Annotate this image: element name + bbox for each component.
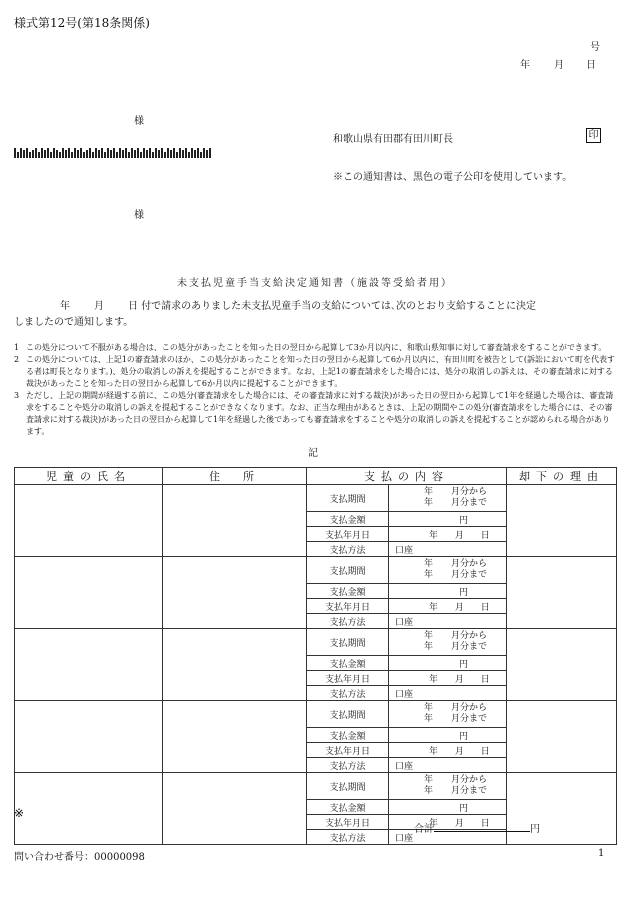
header-child-name: 児童の氏名	[15, 468, 163, 485]
method-label: 支払方法	[307, 758, 389, 773]
period-label: 支払期間	[307, 773, 389, 800]
note-text: この処分について不服がある場合は、この処分があったことを知った日の翌日から起算して3か月以内に、和歌山県知事に対して審査請求をすることができます。	[26, 343, 607, 352]
period-value[interactable]	[389, 557, 507, 584]
amount-label: 支払金額	[307, 800, 389, 815]
pay-date-label: 支払年月日	[307, 671, 389, 686]
address-cell[interactable]	[163, 557, 307, 629]
method-label: 支払方法	[307, 542, 389, 557]
amount-value[interactable]: 円	[389, 728, 507, 743]
period-from: 年 月分から	[423, 631, 487, 641]
period-label: 支払期間	[307, 629, 389, 656]
amount-label: 支払金額	[307, 512, 389, 527]
seal-box: 印	[586, 128, 601, 143]
period-from: 年 月分から	[423, 703, 487, 713]
method-value[interactable]: 口座	[389, 686, 507, 701]
child-name-cell[interactable]	[15, 773, 163, 845]
amount-label: 支払金額	[307, 728, 389, 743]
method-value[interactable]: 口座	[389, 758, 507, 773]
period-to: 年 月分まで	[423, 786, 487, 796]
intro-month-label: 月	[94, 301, 104, 312]
rejection-reason-cell[interactable]	[507, 485, 617, 557]
pay-date-label: 支払年月日	[307, 815, 389, 830]
method-value[interactable]: 口座	[389, 830, 507, 845]
note-text: ただし、上記の期間が経過する前に、この処分(審査請求をした場合には、その審査請求に対する裁決)があった日の翌日から起算して1年を経過した場合は、審査請求をすることや処分の取消しの訴えを提起することができなくなります。なお、正当な理由があるときは、上記の期間やこの処分(審査請求をした場合には、その審査請求に対する裁決)があった日の翌日から起算して1年を経過した後であっても審査請求をすることや処分の取消しの訴えを提起することが認められる場合があります。	[26, 391, 614, 436]
note-number: 1	[14, 343, 20, 352]
method-label: 支払方法	[307, 614, 389, 629]
issuer: 和歌山県有田郡有田川町長	[333, 134, 453, 145]
payment-table	[14, 467, 617, 845]
period-to: 年 月分まで	[423, 714, 487, 724]
method-label: 支払方法	[307, 686, 389, 701]
pay-date-value[interactable]: 年 月 日	[389, 527, 507, 542]
note-item	[14, 342, 616, 354]
total-row	[414, 820, 540, 835]
pay-date-value[interactable]: 年 月 日	[389, 599, 507, 614]
address-cell[interactable]	[163, 629, 307, 701]
total-yen: 円	[530, 824, 540, 835]
child-name-cell[interactable]	[15, 701, 163, 773]
method-label: 支払方法	[307, 830, 389, 845]
intro-paragraph	[14, 299, 618, 331]
number-label: 号	[590, 42, 600, 53]
period-from: 年 月分から	[423, 487, 487, 497]
table-row	[15, 557, 617, 584]
amount-value[interactable]: 円	[389, 800, 507, 815]
pay-date-label: 支払年月日	[307, 599, 389, 614]
table-row	[15, 701, 617, 728]
inquiry-number: 問い合わせ番号：00000098	[14, 852, 145, 863]
pay-date-value[interactable]: 年 月 日	[389, 743, 507, 758]
table-row	[15, 629, 617, 656]
period-to: 年 月分まで	[423, 642, 487, 652]
addressee-1: 様	[134, 116, 144, 127]
amount-label: 支払金額	[307, 656, 389, 671]
child-name-cell[interactable]	[15, 629, 163, 701]
address-cell[interactable]	[163, 773, 307, 845]
period-to: 年 月分まで	[423, 498, 487, 508]
date-year-label: 年	[520, 60, 530, 71]
period-value[interactable]	[389, 773, 507, 800]
intro-line-1: 付で請求のありました未支払児童手当の支給については､次のとおり支給することに決定	[141, 301, 536, 312]
period-from: 年 月分から	[423, 559, 487, 569]
child-name-cell[interactable]	[15, 557, 163, 629]
table-row	[15, 773, 617, 800]
table-row	[15, 485, 617, 512]
pay-date-value[interactable]: 年 月 日	[389, 671, 507, 686]
note-number: 3	[14, 391, 20, 400]
total-label: 合計	[414, 824, 434, 835]
method-value[interactable]: 口座	[389, 542, 507, 557]
period-to: 年 月分まで	[423, 570, 487, 580]
address-cell[interactable]	[163, 485, 307, 557]
document-title: 未支払児童手当支給決定通知書（施設等受給者用）	[177, 278, 453, 289]
rejection-reason-cell[interactable]	[507, 701, 617, 773]
amount-value[interactable]: 円	[389, 512, 507, 527]
pay-date-label: 支払年月日	[307, 527, 389, 542]
period-value[interactable]	[389, 485, 507, 512]
header-payment-details: 支払の内容	[307, 468, 507, 485]
rejection-reason-cell[interactable]	[507, 557, 617, 629]
intro-year-label: 年	[60, 301, 70, 312]
postal-barcode	[14, 148, 212, 158]
header-rejection-reason: 却下の理由	[507, 468, 617, 485]
method-value[interactable]: 口座	[389, 614, 507, 629]
amount-value[interactable]: 円	[389, 584, 507, 599]
header-date	[520, 56, 596, 71]
amount-value[interactable]: 円	[389, 656, 507, 671]
date-month-label: 月	[554, 60, 564, 71]
address-cell[interactable]	[163, 701, 307, 773]
period-value[interactable]	[389, 629, 507, 656]
note-number: 2	[14, 355, 20, 364]
intro-line-2: しましたので通知します。	[14, 317, 134, 328]
electronic-seal-note: ※この通知書は、黒色の電子公印を使用しています。	[333, 172, 573, 183]
addressee-2: 様	[134, 210, 144, 221]
form-id: 様式第12号(第18条関係)	[14, 16, 150, 30]
intro-day-label: 日	[128, 301, 138, 312]
ki-label: 記	[308, 448, 318, 459]
child-name-cell[interactable]	[15, 485, 163, 557]
period-value[interactable]	[389, 701, 507, 728]
notes	[14, 342, 616, 438]
note-item	[14, 354, 616, 390]
note-item	[14, 390, 616, 438]
pay-date-label: 支払年月日	[307, 743, 389, 758]
period-label: 支払期間	[307, 485, 389, 512]
date-day-label: 日	[586, 60, 596, 71]
page-number: 1	[598, 848, 605, 859]
period-label: 支払期間	[307, 701, 389, 728]
note-text: この処分については、上記1の審査請求のほか、この処分があったことを知った日の翌日から起算して6か月以内に、有田川町を被告として(訴訟において町を代表する者は町長となります。)、処分の取消しの訴えを提起することができます。なお、上記1の審査請求をした場合には、処分の取消しの訴えは、その審査請求に対する裁決があったことを知った日の翌日から起算して6か月以内に提起することができます。	[26, 355, 616, 388]
header-address: 住 所	[163, 468, 307, 485]
total-field[interactable]	[434, 821, 530, 832]
pay-date-value[interactable]: 年 月 日	[389, 815, 507, 830]
footnote-mark: ※	[14, 806, 25, 820]
period-label: 支払期間	[307, 557, 389, 584]
amount-label: 支払金額	[307, 584, 389, 599]
period-from: 年 月分から	[423, 775, 487, 785]
rejection-reason-cell[interactable]	[507, 629, 617, 701]
